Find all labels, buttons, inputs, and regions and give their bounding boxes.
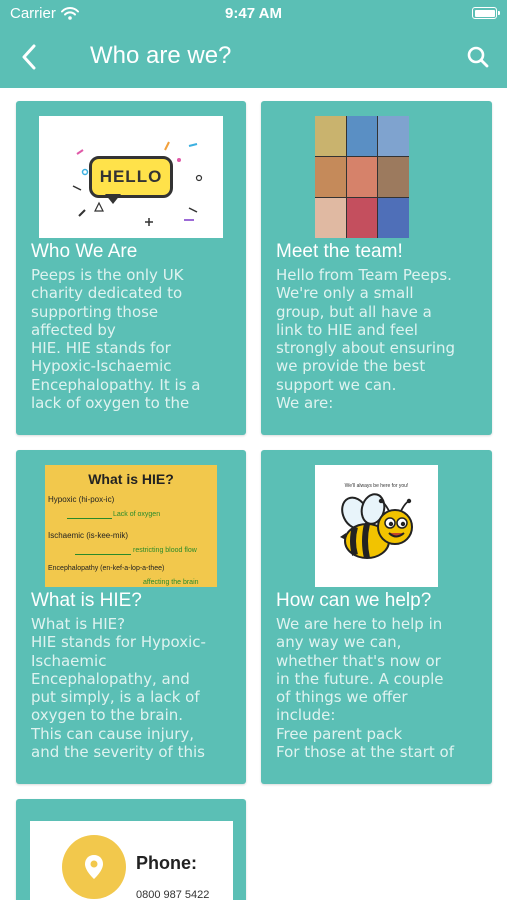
team-photo: [315, 157, 346, 197]
card-who-we-are[interactable]: [16, 101, 246, 435]
team-photo: [315, 198, 346, 238]
card-body-text: We are here to help in any way we can, whether that's now or in the future. A couple of things we offer include: Free parent pack For those at the start of: [276, 615, 454, 762]
nav-bar: [0, 28, 507, 88]
card-title: How can we help?: [276, 590, 432, 611]
divider: [75, 554, 131, 555]
location-pin-badge: [62, 835, 126, 899]
carrier-label: Carrier: [10, 5, 56, 22]
status-time: 9:47 AM: [225, 5, 282, 22]
top-bar: [0, 0, 507, 88]
team-photo-collage: [315, 116, 409, 238]
card-image-contact: [30, 821, 233, 900]
card-how-can-we-help[interactable]: [261, 450, 492, 784]
speech-bubble-tail: [105, 194, 121, 204]
hie-term: Ischaemic (is-kee-mik): [48, 531, 129, 540]
card-meet-the-team[interactable]: [261, 101, 492, 435]
hie-term: Hypoxic (hi-pox-ic): [48, 495, 115, 504]
team-photo: [347, 198, 378, 238]
page-title: Who are we?: [90, 42, 232, 69]
hie-term-meaning: Lack of oxygen: [113, 511, 161, 518]
divider: [67, 518, 112, 519]
card-what-is-hie[interactable]: [16, 450, 246, 784]
team-photo: [347, 116, 378, 156]
hie-term: Encephalopathy (en-kef-a-lop-a-thee): [48, 565, 165, 572]
card-title: What is HIE?: [31, 590, 142, 611]
team-photo: [378, 116, 409, 156]
card-image-team-photos: [315, 116, 409, 238]
card-image-hie-definition: [45, 465, 217, 587]
card-body-text: What is HIE? HIE stands for Hypoxic- Ischaemic Encephalopathy, and put simply, is a lack of oxygen to the brain. This can cause injury, and the severity of this: [31, 615, 206, 762]
team-photo: [347, 157, 378, 197]
team-photo: [378, 157, 409, 197]
status-bar: [0, 0, 507, 28]
bee-caption: We'll always be here for you!: [344, 483, 409, 489]
bee-illustration: [315, 465, 438, 587]
hie-term-meaning: affecting the brain: [143, 579, 199, 586]
phone-label: Phone:: [136, 853, 197, 873]
card-image-hello: [39, 116, 223, 238]
card-image-bee: [315, 465, 438, 587]
card-body-text: Peeps is the only UK charity dedicated to supporting those affected by HIE. HIE stands for Hypoxic-Ischaemic Encephalopathy. It is a lack of oxygen to the: [31, 266, 201, 413]
team-photo: [378, 198, 409, 238]
battery-icon: [472, 7, 497, 19]
card-title: Meet the team!: [276, 241, 403, 262]
hello-speech-bubble: HELLO: [89, 156, 173, 198]
card-body-text: Hello from Team Peeps. We're only a small group, but all have a link to HIE and feel strongly about ensuring we provide the best support we can. We are:: [276, 266, 456, 413]
team-photo: [315, 116, 346, 156]
card-contact[interactable]: [16, 799, 246, 900]
chevron-left-icon: [21, 44, 37, 70]
back-button[interactable]: [14, 42, 44, 72]
location-pin-icon: [84, 854, 104, 880]
card-title: Who We Are: [31, 241, 138, 262]
hie-image-heading: What is HIE?: [88, 471, 174, 487]
search-button[interactable]: [463, 42, 493, 72]
hie-term-meaning: restricting blood flow: [133, 547, 197, 554]
phone-number: 0800 987 5422: [136, 889, 210, 900]
search-icon: [466, 45, 490, 69]
